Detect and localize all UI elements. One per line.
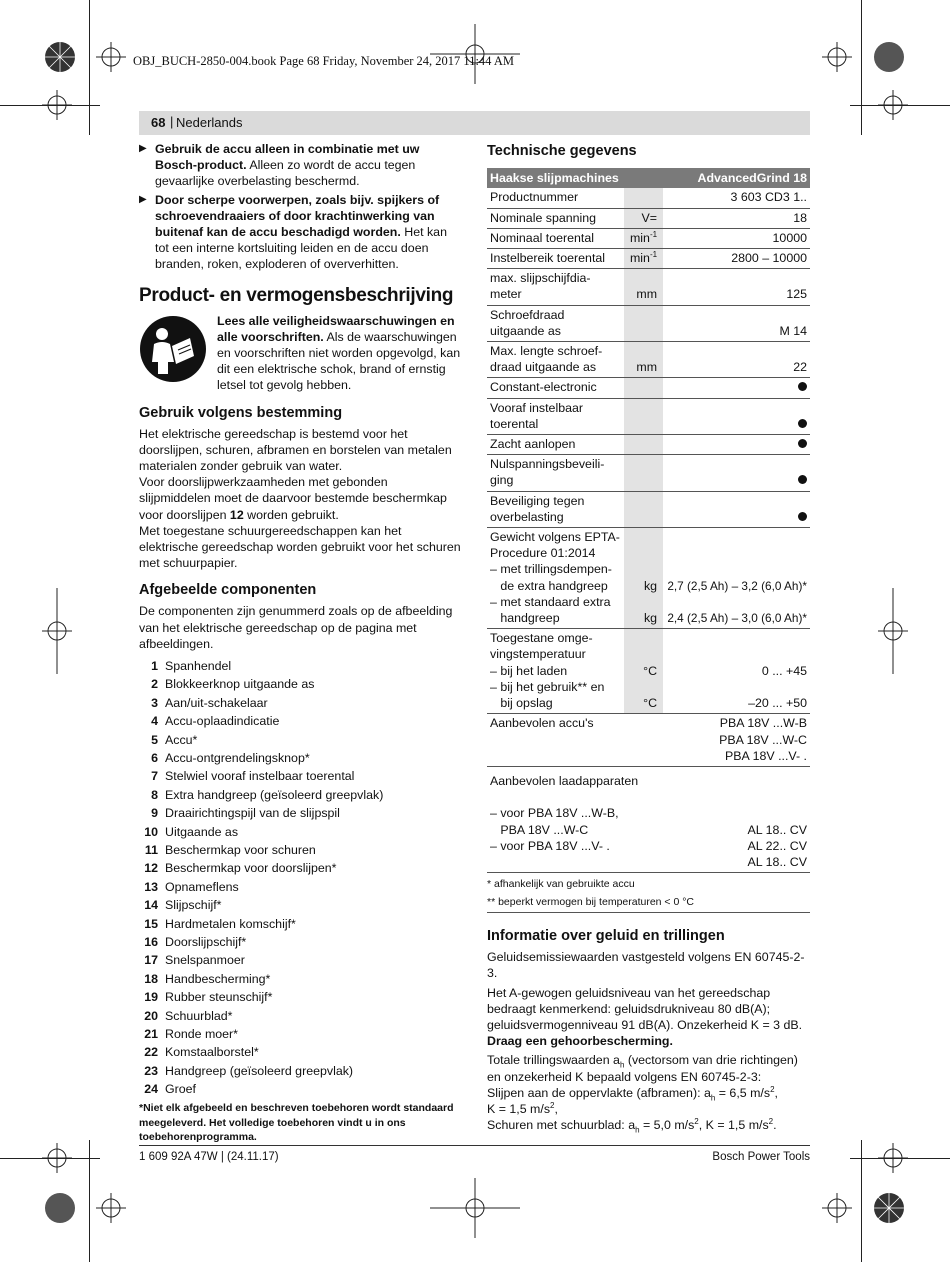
table-row: Productnummer 3 603 CD3 1..	[487, 188, 810, 208]
components-title: Afgebeelde componenten	[139, 582, 317, 599]
noise-hearing-protection: Draag een gehoorbescherming.	[487, 1034, 673, 1049]
list-item	[139, 750, 462, 768]
table-row: Beveiliging tegen overbelasting	[487, 491, 810, 527]
noise-paragraph: Geluidsemissiewaarden vastgesteld volgens EN 60745-2-3.	[487, 950, 805, 981]
footer-left: 1 609 92A 47W | (24.11.17)	[139, 1151, 279, 1163]
spec-table	[487, 168, 810, 873]
right-column	[487, 141, 810, 1133]
page-number: 68	[151, 115, 166, 130]
feature-dot-icon	[798, 512, 807, 521]
usage-paragraph: Voor doorslijpwerkzaamheden met gebonden slijpmiddelen moet de daarvoor bestemde beschermkap voor doorslijpen 12 worden gebruikt.	[139, 475, 447, 522]
bullet-item: ▶ Door scherpe voorwerpen, zoals bijv. spijkers of schroevendraaiers of door krachtinwerking van buitenaf kan de accu beschadigd worden. Het kan tot een interne kortsluiting leiden en de accu doen branden, roken, exploderen of oververhitten.	[139, 192, 462, 273]
list-item	[139, 934, 462, 952]
table-row: Constant-electronic	[487, 378, 810, 398]
noise-paragraph: Het A-gewogen geluidsniveau van het gereedschap bedraagt kenmerkend: geluidsdrukniveau 80 dB(A); geluidsvermogenniveau 91 dB(A). Onzekerheid K = 3 dB.	[487, 985, 803, 1032]
component-label: Beschermkap voor schuren	[165, 842, 316, 857]
read-manual-icon	[140, 316, 206, 382]
warning-block	[139, 313, 462, 394]
table-row: max. slijpschijfdia- meter mm 125	[487, 269, 810, 305]
component-number: 1	[151, 659, 158, 674]
component-label: Rubber steunschijf*	[165, 990, 273, 1005]
tech-title: Technische gegevens	[487, 143, 637, 159]
list-item	[139, 879, 462, 897]
list-item	[139, 1026, 462, 1044]
components-list	[139, 658, 462, 1099]
component-label: Accu-oplaadindicatie	[165, 714, 280, 729]
list-item	[139, 971, 462, 989]
list-item	[139, 1044, 462, 1062]
component-number: 24	[144, 1082, 158, 1097]
table-row: Max. lengte schroef- draad uitgaande as mm 22	[487, 342, 810, 378]
table-row: Aanbevolen laadapparaten – voor PBA 18V ...W-B, PBA 18V ...W-C – voor PBA 18V ...V- . AL 18.. CV AL 22.. CV AL 18.. CV	[487, 766, 810, 872]
component-label: Stelwiel vooraf instelbaar toerental	[165, 769, 355, 784]
footnote: * afhankelijk van gebruikte accu	[487, 878, 635, 891]
component-number: 5	[151, 732, 158, 747]
component-label: Beschermkap voor doorslijpen*	[165, 861, 337, 876]
noise-title: Informatie over geluid en trillingen	[487, 928, 725, 945]
component-number: 3	[151, 695, 158, 710]
component-label: Schuurblad*	[165, 1008, 233, 1023]
warning-text: Lees alle veiligheidswaarschuwingen en alle voorschriften. Als de waarschuwingen en voorschriften niet worden opgevolgd, kan dit een elektrische schok, brand of ernstig letsel tot gevolg hebben.	[217, 313, 461, 393]
list-item	[139, 732, 462, 750]
component-number: 7	[151, 769, 158, 784]
list-item	[139, 916, 462, 934]
bullet-item: ▶ Gebruik de accu alleen in combinatie met uw Bosch-product. Alleen zo wordt de accu tegen gevaarlijke overbelasting beschermd.	[139, 141, 462, 190]
list-item	[139, 989, 462, 1007]
component-number: 9	[151, 806, 158, 821]
page-header	[139, 111, 810, 135]
table-row: Nominaal toerental $\min^{-1}$ 10000	[487, 228, 810, 248]
components-note: *Niet elk afgebeeld en beschreven toebehoren wordt standaard meegeleverd. Het volledige toebehoren vindt u in ons toebehorenprogramma.	[139, 1102, 454, 1144]
usage-paragraph: Met toegestane schuurgereedschappen kan het elektrische gereedschap worden gebruikt voor het schuren met schuurpapier.	[139, 523, 461, 571]
list-item	[139, 860, 462, 878]
list-item	[139, 1081, 462, 1099]
vibration-paragraph: Totale trillingswaarden $a_h$ (vectorsom van drie richtingen) en onzekerheid K bepaald volgens EN 60745-2-3: Slijpen aan de oppervlakte (afbramen): $a_h = 6,5$ $m/s^2$, K = 1,5 $m/s^2$, Schuren met schuurblad: $a_h = 5,0$ $m/s^2$, K = 1,5 $m/s^2$.	[487, 1053, 798, 1135]
table-row: Nominale spanning V= 18	[487, 208, 810, 228]
table-row: Zacht aanlopen	[487, 435, 810, 455]
component-label: Accu-ontgrendelingsknop*	[165, 751, 310, 766]
table-header-row: Haakse slijpmachines AdvancedGrind 18	[487, 168, 810, 188]
table-row: Schroefdraad uitgaande as M 14	[487, 305, 810, 341]
component-number: 4	[151, 714, 158, 729]
left-column	[139, 141, 462, 1145]
component-label: Blokkeerknop uitgaande as	[165, 677, 315, 692]
component-label: Komstaalborstel*	[165, 1045, 259, 1060]
component-number: 14	[144, 898, 158, 913]
table-row: Gewicht volgens EPTA- Procedure 01:2014 – met trillingsdempen- de extra handgreep – met standaard extra handgreep kg kg 2,7 (2,5 Ah) – 3,2 (6,0 Ah)* 2,4 (2,5 Ah) – 3,0 (6,0 Ah)*	[487, 528, 810, 629]
component-number: 16	[144, 934, 158, 949]
list-item	[139, 805, 462, 823]
list-item	[139, 897, 462, 915]
table-row: Toegestane omge- vingstemperatuur – bij het laden – bij het gebruik** en bij opslag °C °C 0 ... +45 –20 ... +50	[487, 629, 810, 714]
footer-right: Bosch Power Tools	[712, 1151, 810, 1163]
component-number: 20	[144, 1008, 158, 1023]
component-number: 15	[144, 916, 158, 931]
component-label: Doorslijpschijf*	[165, 934, 247, 949]
component-number: 18	[144, 971, 158, 986]
list-item	[139, 713, 462, 731]
header-language: Nederlands	[176, 115, 243, 130]
list-item	[139, 952, 462, 970]
book-info: OBJ_BUCH-2850-004.book Page 68 Friday, November 24, 2017 11:44 AM	[133, 54, 514, 68]
component-label: Uitgaande as	[165, 824, 239, 839]
component-number: 19	[144, 990, 158, 1005]
list-item	[139, 676, 462, 694]
table-row: Nulspanningsbeveili- ging	[487, 455, 810, 491]
header-separator: |	[170, 114, 174, 129]
component-number: 12	[144, 861, 158, 876]
footer-rule	[139, 1145, 810, 1146]
list-item	[139, 1063, 462, 1081]
feature-dot-icon	[798, 382, 807, 391]
component-label: Slijpschijf*	[165, 898, 222, 913]
feature-dot-icon	[798, 419, 807, 428]
component-label: Handbescherming*	[165, 971, 271, 986]
component-label: Accu*	[165, 732, 198, 747]
list-item	[139, 1008, 462, 1026]
components-intro: De componenten zijn genummerd zoals op de afbeelding van het elektrische gereedschap op de pagina met afbeeldingen.	[139, 604, 453, 651]
component-label: Draairichtingspijl van de slijpspil	[165, 806, 340, 821]
component-number: 10	[144, 824, 158, 839]
list-item	[139, 768, 462, 786]
table-row: Aanbevolen accu's PBA 18V ...W-B PBA 18V ...W-C PBA 18V ...V- .	[487, 714, 810, 767]
table-row: Instelbereik toerental $\min^{-1}$ 2800 – 10000	[487, 249, 810, 269]
footnote: ** beperkt vermogen bij temperaturen < 0 °C	[487, 895, 810, 913]
component-number: 11	[144, 842, 158, 857]
component-number: 6	[151, 751, 158, 766]
component-label: Spanhendel	[165, 659, 232, 674]
component-label: Handgreep (geïsoleerd greepvlak)	[165, 1063, 354, 1078]
component-label: Ronde moer*	[165, 1026, 239, 1041]
component-number: 21	[144, 1026, 158, 1041]
component-number: 13	[144, 879, 158, 894]
feature-dot-icon	[798, 475, 807, 484]
component-number: 17	[144, 953, 158, 968]
section-title: Product- en vermogensbeschrijving	[139, 284, 454, 306]
component-label: Hardmetalen komschijf*	[165, 916, 296, 931]
list-item	[139, 695, 462, 713]
component-label: Aan/uit-schakelaar	[165, 695, 268, 710]
list-item	[139, 824, 462, 842]
component-number: 23	[144, 1063, 158, 1078]
component-label: Groef	[165, 1082, 196, 1097]
component-label: Opnameflens	[165, 879, 239, 894]
component-number: 22	[144, 1045, 158, 1060]
feature-dot-icon	[798, 439, 807, 448]
list-item	[139, 658, 462, 676]
usage-title: Gebruik volgens bestemming	[139, 404, 343, 421]
table-footnotes	[487, 877, 810, 913]
usage-paragraph: Het elektrische gereedschap is bestemd voor het doorslijpen, schuren, afbramen en borstelen van metalen materialen zonder gebruik van water.	[139, 426, 452, 474]
list-item	[139, 842, 462, 860]
table-row: Vooraf instelbaar toerental	[487, 398, 810, 434]
list-item	[139, 787, 462, 805]
component-number: 2	[151, 677, 158, 692]
component-number: 8	[151, 787, 158, 802]
component-label: Snelspanmoer	[165, 953, 245, 968]
component-label: Extra handgreep (geïsoleerd greepvlak)	[165, 787, 384, 802]
